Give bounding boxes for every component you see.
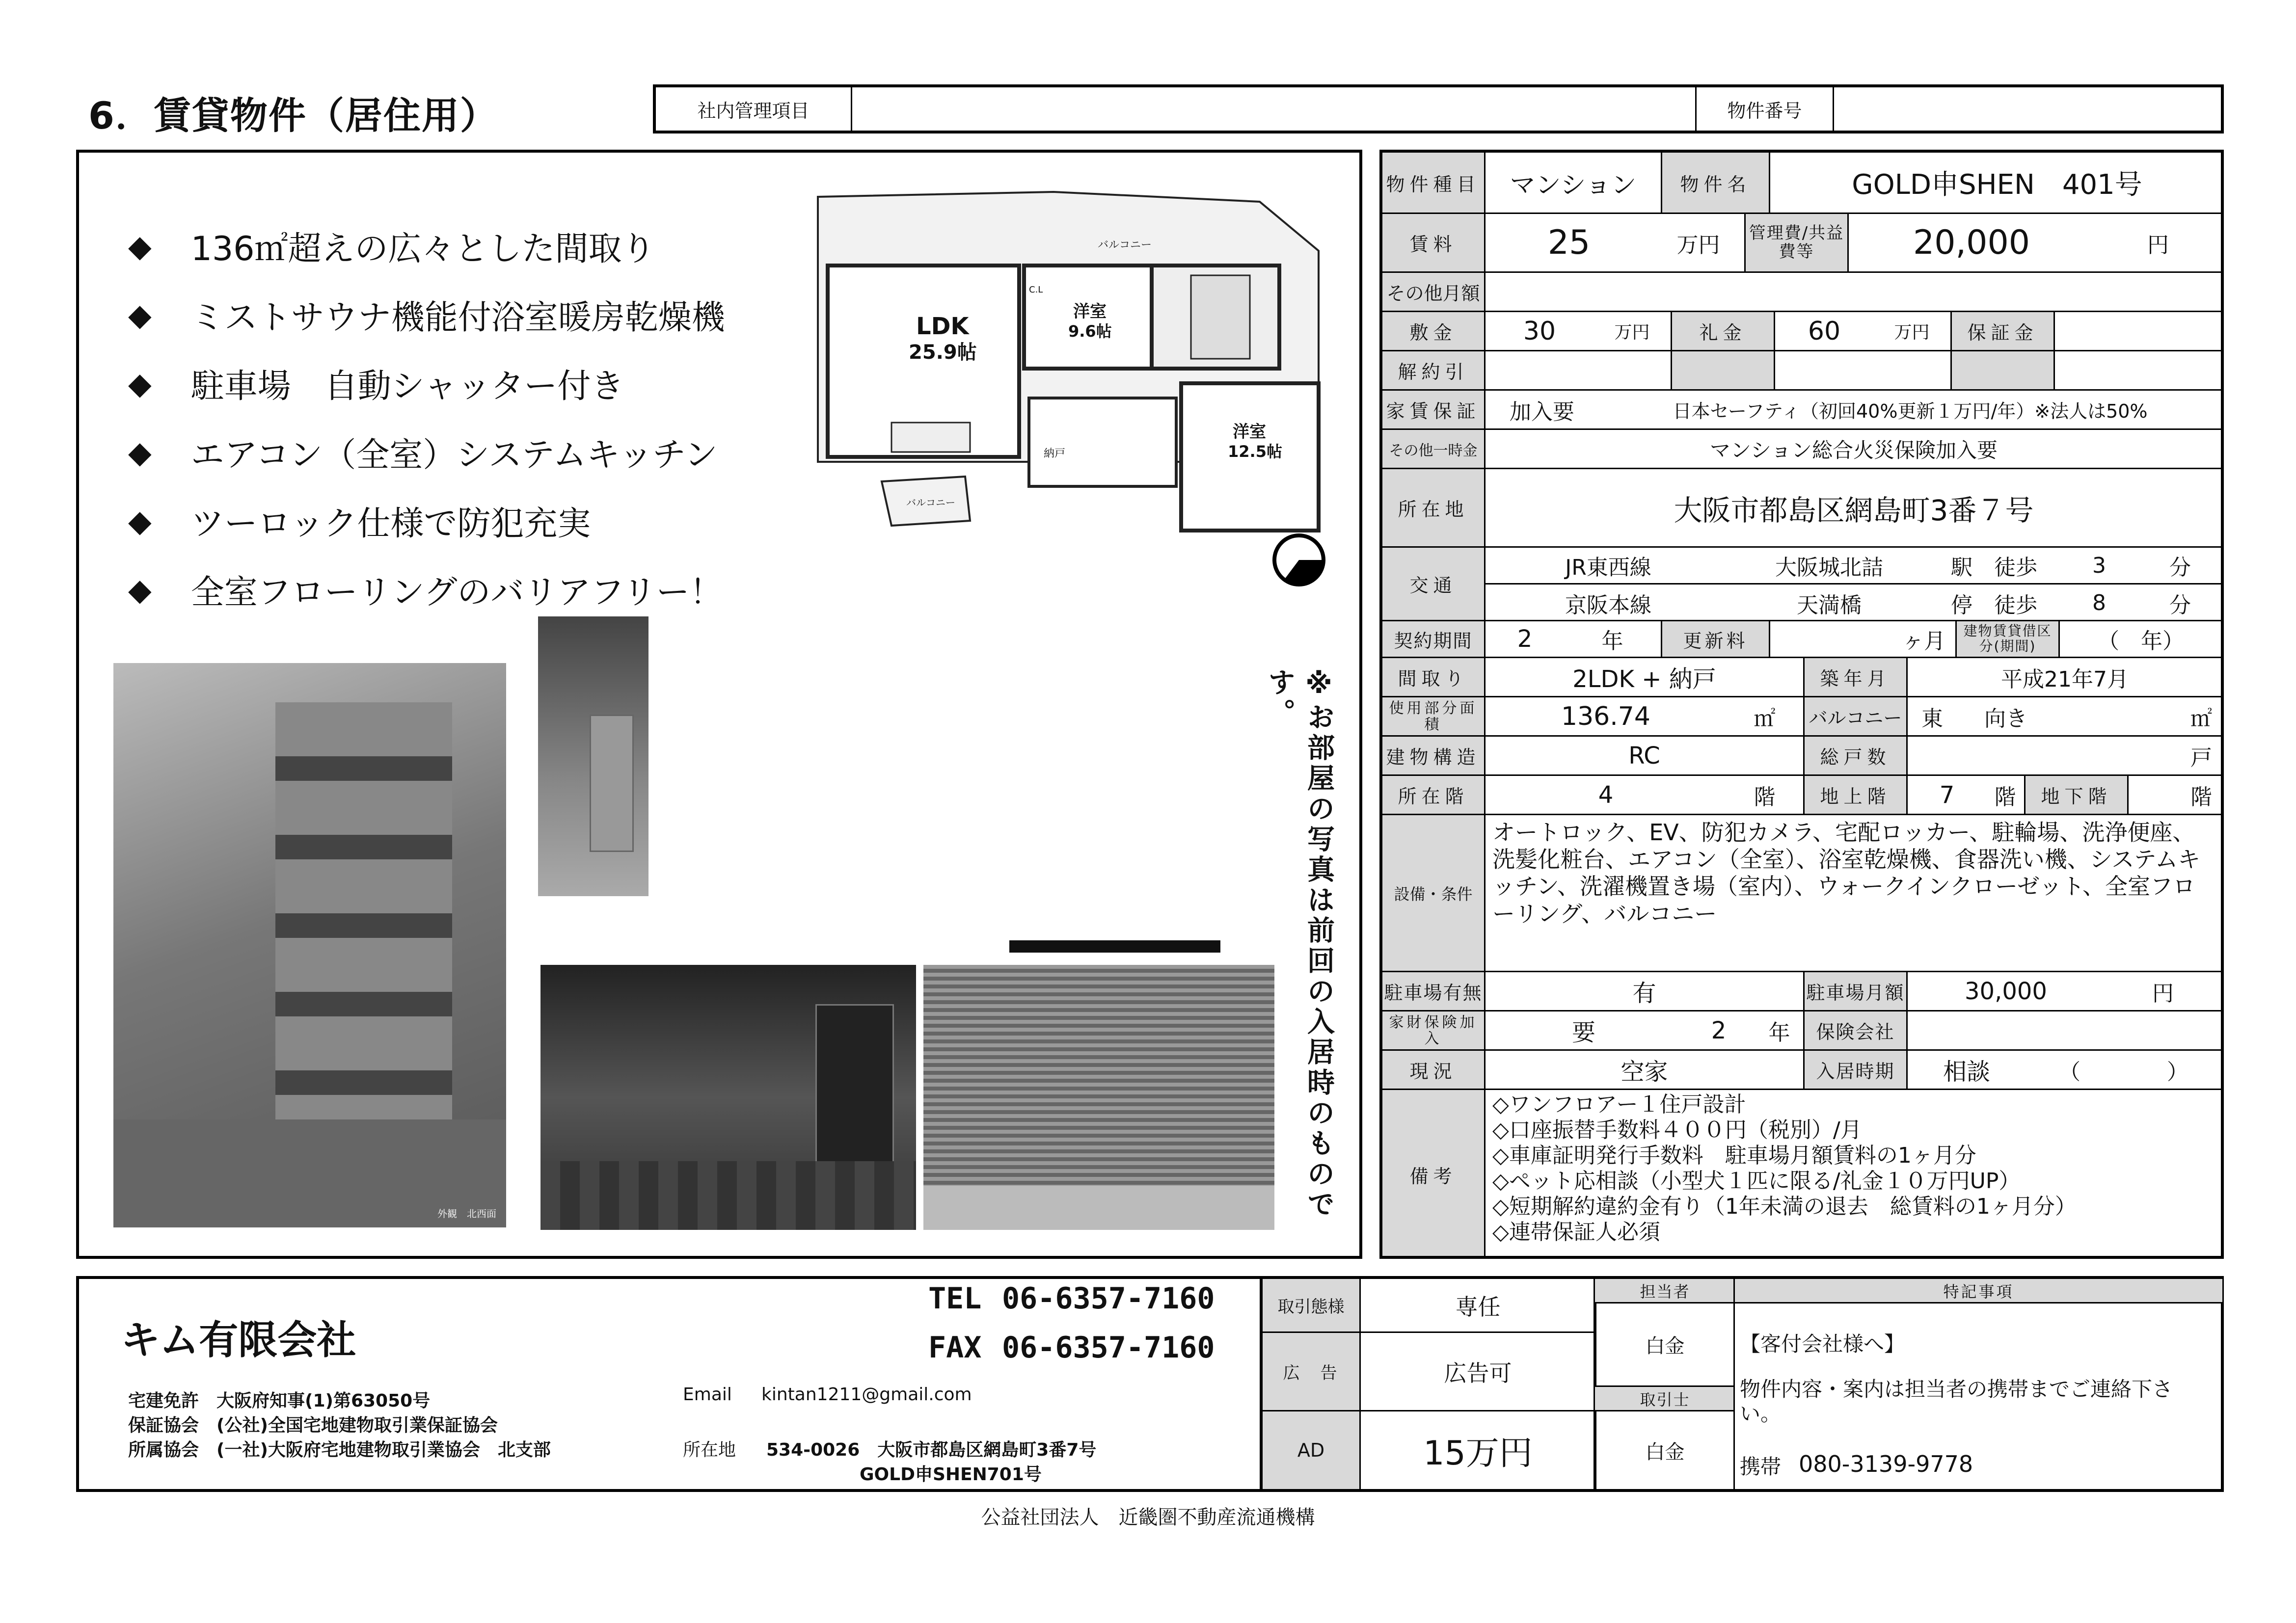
balcony-top-label: バルコニー [1098, 239, 1152, 251]
row-address: 所在地 大阪市都島区網島町3番７号 [1382, 469, 2221, 548]
room1-size: 9.6帖 [1068, 322, 1112, 341]
mgmt-fee-value: 20,000 [1913, 223, 2030, 262]
email-address[interactable]: kintan1211@gmail.com [761, 1384, 972, 1405]
row-deposit: 敷金 30 万円 礼金 60 万円 保証金 [1382, 312, 2221, 351]
ad-fee: 15万円 [1361, 1411, 1596, 1489]
remark-item: ◇ワンフロアー１住戸設計 [1492, 1092, 1746, 1117]
diamond-bullet-icon: ◆ [128, 365, 152, 401]
type-value: マンション [1486, 153, 1662, 213]
management-bar [653, 84, 2224, 133]
association2: 所属協会 (一社)大阪府宅地建物取引業協会 北支部 [128, 1440, 551, 1460]
row-layout: 間取り 2LDK + 納戸 築年月 平成21年7月 [1382, 658, 2221, 697]
row-remarks: 備考 ◇ワンフロアー１住戸設計 ◇口座振替手数料４００円（税別）/月 ◇車庫証明発行手数料 駐車場月額賃料の1ヶ月分 ◇ペット応相談（小型犬１匹に限る/礼金１０万円UP） ◇短期解約違約金有り（1年未満の退去 総賃料の1ヶ月分） ◇連帯保証人必須 [1382, 1090, 2221, 1259]
row-rent-guarantee: 家賃保証 加入要 日本セーフティ（初回40%更新１万円/年）※法人は50% [1382, 391, 2221, 430]
mobile-label: 携帯 [1740, 1455, 1782, 1479]
property-details-table [1379, 150, 2224, 1259]
email-label: Email [683, 1384, 732, 1405]
photo-note: ※お部屋の写真は前回の入居時のものです。 [1264, 668, 1335, 1220]
mgmt-value[interactable] [852, 87, 1697, 131]
special-notes: 特記事項 【客付会社様へ】 物件内容・案内は担当者の携帯までご連絡下さい。 携帯 080-3139-9778 [1733, 1279, 2221, 1489]
row-rent: 賃料 25 万円 管理費/共益費等 20,000 円 [1382, 214, 2221, 273]
remark-item: ◇ペット応相談（小型犬１匹に限る/礼金１０万円UP） [1492, 1168, 2021, 1194]
row-status: 現況 空家 入居時期 相談 （ ） [1382, 1051, 2221, 1090]
tel-label: TEL [928, 1281, 982, 1316]
remark-item: ◇口座振替手数料４００円（税別）/月 [1492, 1117, 1862, 1143]
remark-item: ◇車庫証明発行手数料 駐車場月額賃料の1ヶ月分 [1492, 1143, 1976, 1168]
agent-grid: 担当者 白金 取引士 白金 [1594, 1279, 1733, 1489]
ldk-label: LDK [916, 313, 969, 340]
diamond-bullet-icon: ◆ [128, 503, 152, 539]
north-compass-icon [1274, 535, 1324, 585]
mobile-number[interactable]: 080-3139-9778 [1799, 1451, 1973, 1477]
room2-label: 洋室 [1233, 422, 1266, 442]
row-cancel: 解約引 [1382, 351, 2221, 391]
row-structure: 建物構造 RC 総戸数 戸 [1382, 737, 2221, 776]
row-one-time: その他一時金 マンション総合火災保険加入要 [1382, 430, 2221, 469]
row-traffic: 交通 JR東西線 大阪城北詰 駅 徒歩 3 分 京阪本線 天満橋 停 徒歩 8 分 [1382, 548, 2221, 621]
association1: 保証協会 (公社)全国宅地建物取引業保証協会 [128, 1415, 498, 1436]
mgmt-label: 社内管理項目 [656, 87, 852, 131]
fax-number: 06-6357-7160 [1002, 1330, 1215, 1365]
ad-status: 広告可 [1361, 1333, 1596, 1410]
diamond-bullet-icon: ◆ [128, 296, 152, 333]
property-no-label: 物件番号 [1697, 87, 1834, 131]
exterior-photo [113, 663, 506, 1227]
company-name: キム有限会社 [121, 1317, 356, 1363]
feature-item: ◆ ミストサウナ機能付浴室暖房乾燥機 [128, 296, 725, 337]
deal-type: 専任 [1361, 1279, 1596, 1331]
tel-number[interactable]: 06-6357-7160 [1002, 1281, 1215, 1316]
page-title: 6．賃貸物件（居住用） [88, 94, 498, 137]
license: 宅建免許 大阪府知事(1)第63050号 [128, 1391, 431, 1411]
row-contract: 契約期間 2 年 更新料 ヶ月 建物賃貸借区分(期間) （ 年） [1382, 621, 2221, 658]
facilities-value: オートロック、EV、防犯カメラ、宅配ロッカー、駐輪場、洗浄便座、洗髪化粧台、エアコン（全室）、浴室乾燥機、食器洗い機、システムキッチン、洗濯機置き場（室内）、ウォークインクローゼット、全室フローリング、バルコニー [1492, 819, 2201, 927]
office-address-label: 所在地 [683, 1440, 736, 1460]
feature-item: ◆ エアコン（全室）システムキッチン [128, 434, 718, 475]
remarks-list [1486, 1090, 2222, 1259]
agent-name: 白金 [1595, 1304, 1735, 1387]
photo-caption: 外観 北西面 [437, 1208, 496, 1220]
balcony-bottom-label: バルコニー [906, 497, 955, 508]
interior-hall-photo [538, 616, 648, 896]
broker-name: 白金 [1645, 1440, 1685, 1463]
photo-strip [1009, 940, 1220, 953]
closet-label: C.L [1029, 285, 1043, 295]
storage-label: 納戸 [1044, 448, 1066, 460]
row-area: 使用部分面積 136.74 ㎡ バルコニー 東 向き ㎡ [1382, 697, 2221, 737]
row-other-monthly: その他月額 [1382, 273, 2221, 312]
ldk-size: 25.9帖 [909, 341, 977, 364]
diamond-bullet-icon: ◆ [128, 228, 152, 264]
office-address: 534-0026 大阪市都島区網島町3番7号 [766, 1440, 1097, 1460]
diamond-bullet-icon: ◆ [128, 571, 152, 608]
company-panel [76, 1276, 2224, 1492]
key-money-value: 60 [1808, 316, 1841, 346]
rent-value: 25 [1547, 223, 1591, 262]
feature-list [128, 212, 725, 624]
office-address2: GOLD申SHEN701号 [860, 1464, 1042, 1485]
feature-item: ◆ ツーロック仕様で防犯充実 [128, 503, 591, 543]
fax-label: FAX [928, 1330, 982, 1365]
feature-item: ◆ 全室フローリングのバリアフリー！ [128, 571, 723, 612]
diamond-bullet-icon: ◆ [128, 434, 152, 470]
deposit-value: 30 [1523, 316, 1556, 346]
layout-value: 2LDK + 納戸 [1486, 658, 1805, 696]
room2-size: 12.5帖 [1228, 442, 1282, 461]
name-value: GOLD申SHEN 401号 [1852, 169, 2142, 201]
footer-org: 公益社団法人 近畿圏不動産流通機構 [981, 1506, 1315, 1529]
room1-label: 洋室 [1073, 302, 1107, 321]
parking-shutter-photo [923, 965, 1274, 1230]
remark-item: ◇短期解約違約金有り（1年未満の退去 総賃料の1ヶ月分） [1492, 1194, 2077, 1219]
row-insurance: 家財保険加入 要 2 年 保険会社 [1382, 1011, 2221, 1051]
address-value: 大阪市都島区網島町3番７号 [1674, 493, 2034, 527]
property-visual-panel [76, 150, 1362, 1259]
floor-plan [808, 187, 1338, 594]
row-facilities: 設備・条件 オートロック、EV、防犯カメラ、宅配ロッカー、駐輪場、洗浄便座、洗髪化粧台、エアコン（全室）、浴室乾燥機、食器洗い機、システムキッチン、洗濯機置き場（室内）、ウォークインクローゼット、全室フローリング、バルコニー [1382, 815, 2221, 972]
deal-grid: 取引態様 専任 広 告 広告可 AD 15万円 [1260, 1279, 1594, 1489]
property-no-value[interactable] [1834, 87, 2221, 131]
row-parking: 駐車場有無 有 駐車場月額 30,000 円 [1382, 972, 2221, 1011]
row-floor: 所在階 4 階 地上階 7 階 地下階 階 [1382, 776, 2221, 815]
row-type-name: 物件種目 マンション 物件名 GOLD申SHEN 401号 [1382, 153, 2221, 214]
feature-item: ◆ 136㎡超えの広々とした間取り [128, 228, 655, 268]
area-value: 136.74 [1561, 701, 1650, 731]
remark-item: ◇連帯保証人必須 [1492, 1219, 1660, 1245]
entrance-photo [540, 965, 916, 1230]
feature-item: ◆ 駐車場 自動シャッター付き [128, 365, 624, 406]
